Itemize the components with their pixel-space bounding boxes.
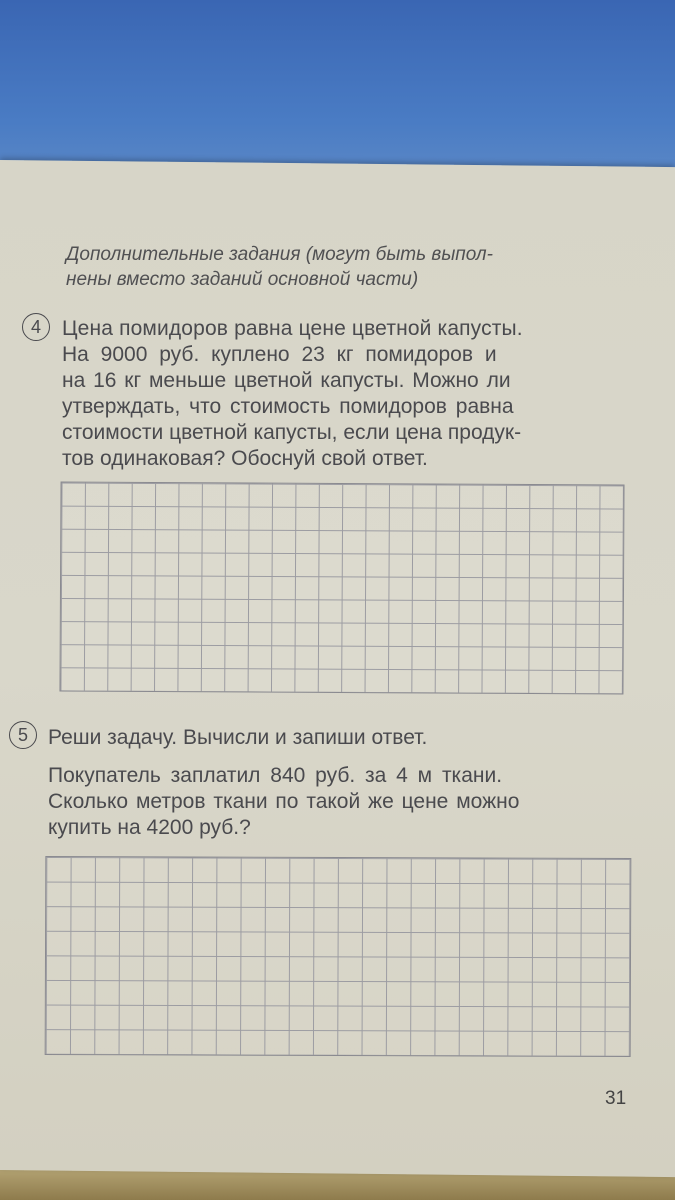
task-4-line-3: на 16 кг меньше цветной капусты. Можно ли <box>62 369 511 392</box>
task-4-line-1: Цена помидоров равна цене цветной капусты. <box>62 317 523 340</box>
task-5-line-2: Сколько метров ткани по такой же цене можно <box>48 790 520 813</box>
task-4-answer-grid[interactable] <box>59 482 624 695</box>
header-line-1: Дополнительные задания (могут быть выпол- <box>66 244 493 265</box>
task-5-answer-grid[interactable] <box>45 856 632 1057</box>
task-4-number: 4 <box>22 313 50 341</box>
task-5-number: 5 <box>9 721 37 749</box>
task-4-line-4: утверждать, что стоимость помидоров равна <box>62 395 514 418</box>
task-5-instruction: Реши задачу. Вычисли и запиши ответ. <box>48 726 428 749</box>
background-surface <box>0 0 675 175</box>
header-line-2: нены вместо заданий основной части) <box>66 269 419 290</box>
task-4-line-6: тов одинаковая? Обоснуй свой ответ. <box>62 447 428 470</box>
task-4-line-2: На 9000 руб. куплено 23 кг помидоров и <box>62 343 497 366</box>
page-number: 31 <box>605 1088 627 1109</box>
task-4-line-5: стоимости цветной капусты, если цена продук- <box>62 421 522 444</box>
task-5-line-1: Покупатель заплатил 840 руб. за 4 м ткани. <box>48 764 503 787</box>
task-5-line-3: купить на 4200 руб.? <box>48 816 251 839</box>
